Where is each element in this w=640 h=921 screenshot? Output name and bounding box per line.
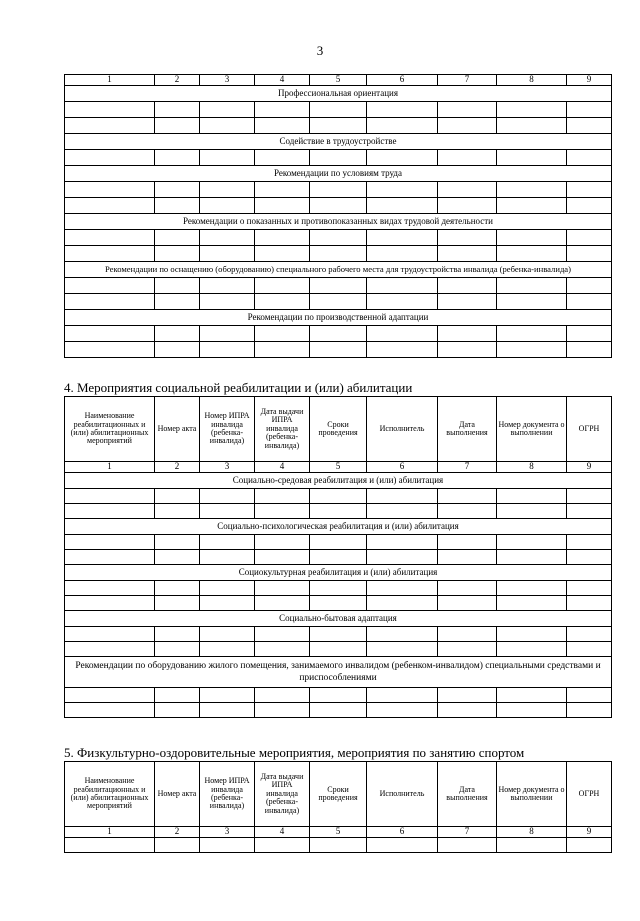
table-row: [65, 489, 612, 504]
subheading-row: [65, 565, 612, 581]
column-number-row: [65, 75, 612, 86]
subheading-row: [65, 86, 612, 102]
column-number: 5: [310, 75, 367, 86]
subheading-workplace-equipment: Рекомендации по оснащению (оборудованию) специального рабочего места для трудоустройства инвалида (ребенка-инвалида): [65, 262, 612, 278]
column-number: 9: [567, 827, 612, 838]
column-number: 1: [65, 75, 155, 86]
column-number: 7: [438, 462, 497, 473]
table-row: [65, 550, 612, 565]
table-row: [65, 688, 612, 703]
subheading-employment-assistance: Содействие в трудоустройстве: [65, 134, 612, 150]
table-row: [65, 581, 612, 596]
table-row: [65, 246, 612, 262]
header-row: [65, 762, 612, 827]
subheading-row: [65, 473, 612, 489]
social-rehabilitation-table: [64, 396, 612, 718]
column-number: 7: [438, 827, 497, 838]
column-number: 7: [438, 75, 497, 86]
header-ipra-number: Номер ИПРА инвалида (ребенка-инвалида): [200, 397, 255, 462]
header-ipra-date: Дата выдачи ИПРА инвалида (ребенка-инвалида): [255, 397, 310, 462]
sports-table: [64, 761, 612, 853]
column-number: 3: [200, 75, 255, 86]
table-row: [65, 342, 612, 358]
table-row: [65, 627, 612, 642]
subheading-row: [65, 134, 612, 150]
table-row: [65, 230, 612, 246]
header-period: Сроки проведения: [310, 397, 367, 462]
table-row: [65, 118, 612, 134]
subheading-professional-orientation: Профессиональная ориентация: [65, 86, 612, 102]
subheading-social-environmental: Социально-средовая реабилитация и (или) абилитация: [65, 473, 612, 489]
table-row: [65, 703, 612, 718]
header-act-number: Номер акта: [155, 762, 200, 827]
column-number: 5: [310, 462, 367, 473]
header-document-number: Номер документа о выполнении: [497, 762, 567, 827]
subheading-row: [65, 519, 612, 535]
subheading-sociocultural: Социокультурная реабилитация и (или) абилитация: [65, 565, 612, 581]
table-row: [65, 535, 612, 550]
table-row: [65, 642, 612, 657]
table-row: [65, 504, 612, 519]
column-number: 8: [497, 75, 567, 86]
subheading-row: [65, 611, 612, 627]
subheading-work-types: Рекомендации о показанных и противопоказанных видах трудовой деятельности: [65, 214, 612, 230]
column-number: 6: [367, 462, 438, 473]
subheading-row: [65, 214, 612, 230]
column-number: 4: [255, 827, 310, 838]
table-row: [65, 102, 612, 118]
table-row: [65, 294, 612, 310]
header-ipra-number: Номер ИПРА инвалида (ребенка-инвалида): [200, 762, 255, 827]
header-document-number: Номер документа о выполнении: [497, 397, 567, 462]
column-number: 2: [155, 75, 200, 86]
subheading-row: [65, 657, 612, 688]
table-row: [65, 278, 612, 294]
column-number: 2: [155, 827, 200, 838]
header-ogrn: ОГРН: [567, 397, 612, 462]
subheading-row: [65, 262, 612, 278]
column-number: 8: [497, 827, 567, 838]
table-row: [65, 326, 612, 342]
column-number: 1: [65, 827, 155, 838]
column-number: 3: [200, 827, 255, 838]
header-ogrn: ОГРН: [567, 762, 612, 827]
header-measure-name: Наименование реабилитационных и (или) абилитационных мероприятий: [65, 397, 155, 462]
header-measure-name: Наименование реабилитационных и (или) абилитационных мероприятий: [65, 762, 155, 827]
column-number: 3: [200, 462, 255, 473]
column-number: 6: [367, 827, 438, 838]
subheading-housing-equipment: Рекомендации по оборудованию жилого помещения, занимаемого инвалидом (ребенком-инвалидом) специальными средствами и приспособлениями: [65, 657, 612, 688]
subheading-production-adaptation: Рекомендации по производственной адаптации: [65, 310, 612, 326]
subheading-row: [65, 166, 612, 182]
column-number-row: [65, 827, 612, 838]
section-4-title: 4. Мероприятия социальной реабилитации и (или) абилитации: [64, 380, 413, 395]
column-number-row: [65, 462, 612, 473]
header-completion-date: Дата выполнения: [438, 762, 497, 827]
header-act-number: Номер акта: [155, 397, 200, 462]
header-completion-date: Дата выполнения: [438, 397, 497, 462]
subheading-social-household: Социально-бытовая адаптация: [65, 611, 612, 627]
column-number: 9: [567, 75, 612, 86]
table-row: [65, 838, 612, 853]
column-number: 6: [367, 75, 438, 86]
subheading-row: [65, 310, 612, 326]
table-row: [65, 182, 612, 198]
header-executor: Исполнитель: [367, 397, 438, 462]
table-row: [65, 198, 612, 214]
subheading-social-psychological: Социально-психологическая реабилитация и (или) абилитация: [65, 519, 612, 535]
column-number: 8: [497, 462, 567, 473]
column-number: 2: [155, 462, 200, 473]
subheading-working-conditions: Рекомендации по условиям труда: [65, 166, 612, 182]
table-row: [65, 596, 612, 611]
header-executor: Исполнитель: [367, 762, 438, 827]
page-number: 3: [316, 43, 324, 58]
column-number: 5: [310, 827, 367, 838]
header-row: [65, 397, 612, 462]
header-period: Сроки проведения: [310, 762, 367, 827]
section-5-title: 5. Физкультурно-оздоровительные мероприятия, мероприятия по занятию спортом: [64, 745, 525, 760]
column-number: 1: [65, 462, 155, 473]
column-number: 9: [567, 462, 612, 473]
column-number: 4: [255, 462, 310, 473]
table-row: [65, 150, 612, 166]
employment-table: [64, 74, 612, 358]
column-number: 4: [255, 75, 310, 86]
header-ipra-date: Дата выдачи ИПРА инвалида (ребенка-инвалида): [255, 762, 310, 827]
